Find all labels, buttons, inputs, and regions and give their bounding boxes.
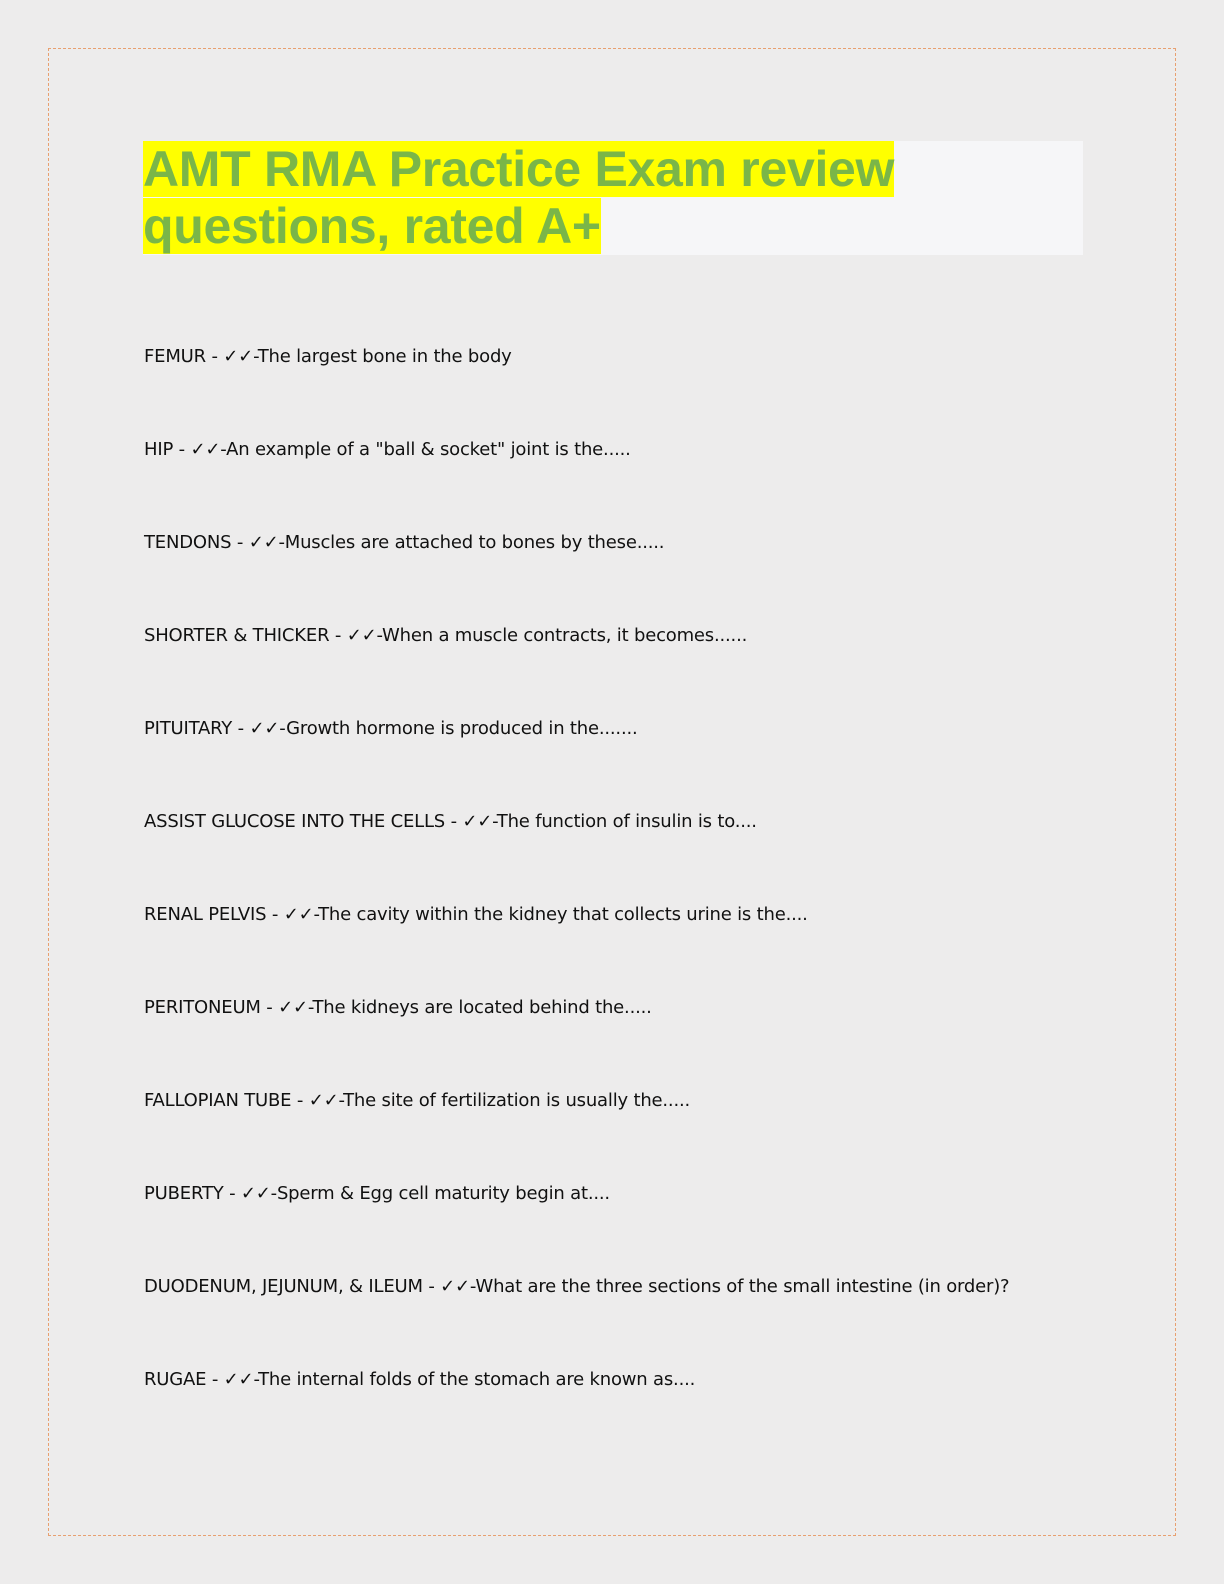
check-mark-icon: ✓✓ bbox=[283, 904, 314, 925]
qa-item bbox=[144, 1179, 1144, 1272]
qa-answer: SHORTER & THICKER bbox=[144, 625, 330, 646]
qa-item bbox=[144, 714, 1144, 807]
qa-answer: PERITONEUM bbox=[144, 997, 261, 1018]
qa-question: -When a muscle contracts, it becomes...... bbox=[376, 625, 748, 646]
check-mark-icon: ✓✓ bbox=[223, 1369, 254, 1390]
qa-separator: - bbox=[260, 997, 279, 1018]
qa-item bbox=[144, 621, 1144, 714]
qa-list bbox=[144, 342, 1144, 1458]
qa-separator: - bbox=[291, 1090, 309, 1111]
qa-separator: - bbox=[422, 1276, 441, 1297]
qa-answer: RUGAE bbox=[144, 1369, 207, 1390]
check-mark-icon: ✓✓ bbox=[190, 439, 221, 460]
check-mark-icon: ✓✓ bbox=[308, 1090, 339, 1111]
qa-separator: - bbox=[206, 1369, 224, 1390]
qa-answer: PITUITARY bbox=[144, 718, 233, 739]
qa-question: -The cavity within the kidney that collects urine is the.... bbox=[313, 904, 808, 925]
qa-item bbox=[144, 807, 1144, 900]
title-highlight: AMT RMA Practice Exam review questions, rated A+ bbox=[143, 141, 895, 254]
check-mark-icon: ✓✓ bbox=[248, 532, 279, 553]
qa-separator: - bbox=[173, 439, 191, 460]
qa-question: -An example of a "ball & socket" joint is the..... bbox=[220, 439, 631, 460]
qa-question: -The function of insulin is to.... bbox=[492, 811, 757, 832]
qa-separator: - bbox=[329, 625, 347, 646]
qa-item bbox=[144, 528, 1144, 621]
qa-answer: FEMUR bbox=[144, 346, 206, 367]
qa-answer: TENDONS bbox=[144, 532, 232, 553]
qa-question: -Growth hormone is produced in the....... bbox=[279, 718, 638, 739]
check-mark-icon: ✓✓ bbox=[240, 1183, 271, 1204]
qa-answer: DUODENUM, JEJUNUM, & ILEUM bbox=[144, 1276, 423, 1297]
document-title bbox=[143, 141, 1083, 255]
check-mark-icon: ✓✓ bbox=[249, 718, 280, 739]
qa-separator: - bbox=[266, 904, 284, 925]
qa-answer: FALLOPIAN TUBE bbox=[144, 1090, 292, 1111]
qa-answer: RENAL PELVIS bbox=[144, 904, 267, 925]
qa-question: -The kidneys are located behind the..... bbox=[307, 997, 652, 1018]
qa-item bbox=[144, 1272, 1144, 1365]
qa-question: -The internal folds of the stomach are known as.... bbox=[253, 1369, 696, 1390]
qa-answer: ASSIST GLUCOSE INTO THE CELLS bbox=[144, 811, 446, 832]
check-mark-icon: ✓✓ bbox=[440, 1276, 470, 1297]
check-mark-icon: ✓✓ bbox=[346, 625, 377, 646]
qa-item bbox=[144, 342, 1144, 435]
qa-question: -The site of fertilization is usually the..... bbox=[338, 1090, 691, 1111]
qa-separator: - bbox=[232, 718, 250, 739]
title-block bbox=[143, 141, 1083, 255]
qa-question: -Muscles are attached to bones by these..... bbox=[278, 532, 665, 553]
check-mark-icon: ✓✓ bbox=[223, 346, 254, 367]
qa-item bbox=[144, 435, 1144, 528]
qa-answer: PUBERTY bbox=[144, 1183, 224, 1204]
qa-item bbox=[144, 900, 1144, 993]
qa-separator: - bbox=[445, 811, 463, 832]
qa-item bbox=[144, 1365, 1144, 1458]
qa-question: -The largest bone in the body bbox=[253, 346, 512, 367]
qa-separator: - bbox=[231, 532, 249, 553]
check-mark-icon: ✓✓ bbox=[278, 997, 308, 1018]
check-mark-icon: ✓✓ bbox=[462, 811, 493, 832]
qa-item bbox=[144, 1086, 1144, 1179]
qa-separator: - bbox=[205, 346, 224, 367]
qa-question: -What are the three sections of the small intestine (in order)? bbox=[469, 1276, 1010, 1297]
qa-answer: HIP bbox=[144, 439, 174, 460]
qa-item bbox=[144, 993, 1144, 1086]
qa-separator: - bbox=[223, 1183, 241, 1204]
qa-question: -Sperm & Egg cell maturity begin at.... bbox=[270, 1183, 610, 1204]
